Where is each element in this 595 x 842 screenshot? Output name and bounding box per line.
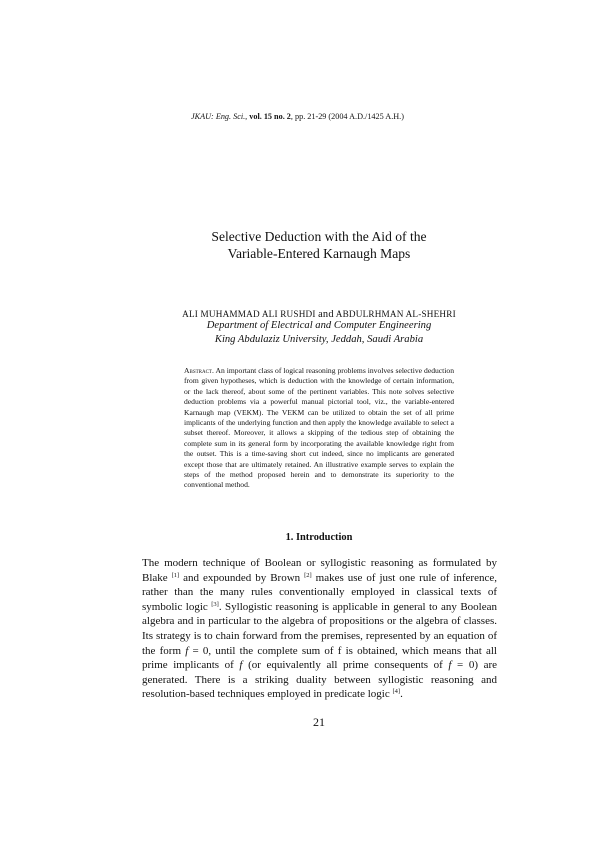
body-text: .	[400, 688, 403, 701]
author-conjunction: and	[318, 309, 334, 320]
affiliation-university: King Abdulaziz University, Jeddah, Saudi Arabia	[214, 334, 424, 345]
body-text: makes use of just one rule of inference, rather than the many rules conventionally employed in classical texts of symbolic logic	[142, 571, 497, 613]
body-text: . Syllogistic reasoning is applicable in general to any Boolean algebra and in particular to the algebra of propositions or the algebra of classes. Its strategy is to chain forward from the premises, represented by an equation of the form	[142, 600, 497, 657]
body-text: The modern technique of Boolean or syllogistic reasoning as formulated by Blake	[142, 557, 497, 584]
journal-volume-issue: vol. 15 no. 2	[249, 112, 291, 121]
citation-4: [4]	[392, 688, 401, 696]
paper-title	[0, 228, 595, 262]
citation-3: [3]	[211, 600, 219, 608]
citation-2: [2]	[304, 571, 312, 579]
introduction-paragraph	[142, 556, 497, 702]
abstract-text: An important class of logical reasoning problems involves selective deduction from given hypotheses, which is deduction with the knowledge of certain information, or the lack thereof, about some of the pertinent variables. This note solves selective deduction problems via a powerful manual pictorial tool, viz., the variable-entered Karnaugh map (VEKM). The VEKM can be utilized to obtain the set of all prime implicants of the underlying function and then apply the knowledge available to select a subset thereof. Moreover, it allows a skipping of the tedious step of obtaining the complete sum in its general form by incorporating the available knowledge right from the outset. This is a time-saving short cut indeed, since no implicants are generated except those that are ultimately retained. An illustrative example serves to explain the steps of the method proposed herein and to demonstrate its superiority to the conventional method.	[184, 366, 454, 490]
paper-title-line-2: Variable-Entered Karnaugh Maps	[227, 246, 411, 261]
abstract-label: Abstract.	[184, 366, 214, 375]
page-number: 21	[313, 715, 325, 729]
affiliation-department: Department of Electrical and Computer Engineering	[206, 320, 432, 331]
journal-header: JKAU: Eng. Sci., vol. 15 no. 2, pp. 21-29 (2004 A.D./1425 A.H.)	[191, 112, 404, 121]
body-text: = 0, until the complete sum of f is obtained, which means that all prime implicants of	[142, 644, 497, 672]
math-variable: f	[185, 644, 189, 657]
author-line	[0, 309, 595, 320]
abstract	[184, 366, 454, 491]
body-text: (or equivalently all prime consequents of	[242, 659, 449, 672]
body-text: = 0) are generated. There is a striking duality between syllogistic reasoning and resolution-based techniques employed in predicate logic	[142, 659, 498, 701]
citation-1: [1]	[171, 571, 180, 579]
author-2: ABDULRHMAN AL-SHEHRI	[335, 309, 456, 319]
journal-pages-date: , pp. 21-29 (2004 A.D./1425 A.H.)	[290, 112, 404, 121]
math-variable: f	[448, 659, 452, 672]
body-text: and expounded by Brown	[179, 571, 305, 584]
journal-abbrev: JKAU: Eng. Sci.	[191, 112, 246, 121]
math-variable: f	[239, 659, 243, 672]
section-heading: 1. Introduction	[285, 532, 353, 543]
paper-title-line-1: Selective Deduction with the Aid of the	[211, 229, 427, 244]
author-1: ALI MUHAMMAD ALI RUSHDI	[182, 309, 316, 319]
